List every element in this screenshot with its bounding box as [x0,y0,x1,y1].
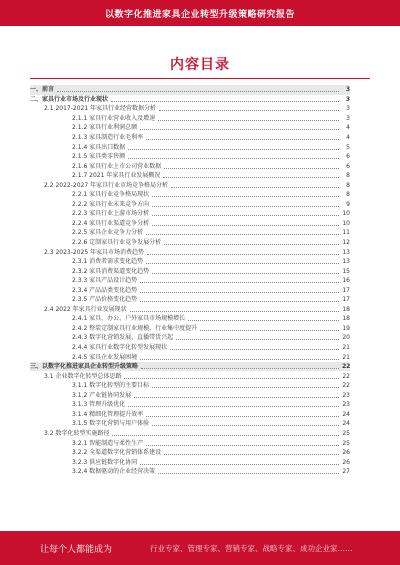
toc-entry-page: 21 [342,353,350,361]
toc-dot-leader [140,129,339,130]
toc-entry-page: 24 [342,410,350,418]
toc-entry-title: 3.2 数字化转型实施路径 [44,429,110,437]
toc-entry[interactable] [30,257,350,267]
toc-entry-title: 2.3.3 家具产品设计趋势 [72,277,138,285]
toc-dot-leader [158,120,339,121]
toc-entry-page: 27 [342,468,350,476]
toc-entry-page: 19 [342,324,350,332]
toc-dot-leader [147,254,339,255]
toc-entry-page: 18 [342,315,350,323]
toc-entry[interactable] [30,133,350,143]
toc-entry[interactable] [30,448,350,458]
toc-entry-page: 10 [342,210,350,218]
toc-entry-page: 3 [345,95,350,103]
toc-dot-leader [152,387,339,388]
toc-entry-page: 22 [342,372,350,380]
toc-dot-leader [171,187,339,188]
toc-entry-page: 10 [342,219,350,227]
toc-entry-page: 22 [342,382,350,390]
footer-slogan-left: 让每个人都能成为 [40,544,113,555]
toc-entry[interactable] [30,324,350,334]
report-header-bar [0,0,400,26]
toc-entry-title: 2.2 2022-2027 年家具行业市场竞争格局分析 [44,181,169,189]
toc-entry[interactable] [30,352,350,362]
toc-entry-title: 3.1.1 数字化转型的主要目标 [72,382,150,390]
toc-entry[interactable] [30,343,350,353]
toc-dot-leader [128,158,339,159]
toc-entry-title: 三、以数字化推进家具企业转型升级策略 [30,363,139,371]
toc-entry-page: 3 [345,86,350,94]
toc-dot-leader [152,225,339,226]
toc-dot-leader [134,397,339,398]
toc-entry-page: 4 [346,134,350,141]
toc-dot-leader [57,91,339,92]
toc-entry-page: 12 [342,239,350,247]
toc-entry-title: 2.2.6 定制家具行业竞争发展分析 [72,239,162,247]
toc-entry[interactable] [30,238,350,248]
toc-entry-page: 5 [346,143,350,151]
toc-entry-title: 2.4.3 数字化营销发展，直播带货兴起 [72,334,174,342]
toc-entry-page: 9 [346,200,350,208]
toc-entry-page: 11 [342,229,350,237]
toc-entry-title: 2.3 2023-2025 年家具市场消费趋势 [44,248,145,256]
toc-dot-leader [146,263,339,264]
toc-dot-leader [140,301,339,302]
toc-entry-page: 23 [342,391,350,399]
toc-dot-leader [146,445,339,446]
toc-dot-leader [146,139,339,140]
toc-entry-page: 21 [342,344,350,352]
toc-entry-title: 2.3.2 家具消费渠道变化趋势 [72,267,150,275]
toc-entry-page: 13 [342,248,350,256]
toc-title-divider [30,78,370,79]
toc-entry[interactable] [30,104,350,114]
toc-entry-page: 8 [346,181,350,189]
toc-entry-title: 3.1.4 精细化管理提升效率 [72,410,144,418]
toc-entry-page: 26 [342,449,350,457]
toc-entry[interactable] [30,219,350,229]
toc-dot-leader [164,168,339,169]
toc-entry-title: 2.2.1 家具行业竞争格局现状 [72,191,150,199]
footer-bar [0,531,400,565]
toc-entry[interactable] [30,305,350,315]
toc-dot-leader [146,416,339,417]
toc-entry[interactable] [30,200,350,210]
toc-entry-title: 2.1.1 家具行业营业收入及增速 [72,114,156,122]
toc-entry[interactable] [30,419,350,429]
toc-entry-title: 2.2.5 家具企业竞争力分析 [72,229,144,237]
toc-entry-title: 2.4.4 家具行业数字化转型发展现状 [72,344,168,352]
toc-entry-title: 2.3.5 产品价格变化趋势 [72,296,138,304]
toc-entry[interactable] [30,295,350,305]
toc-entry-title: 3.1.2 产业链协同发展 [72,391,132,399]
toc-entry[interactable] [30,371,350,381]
toc-entry-page: 18 [342,305,350,313]
toc-entry-page: 6 [346,162,350,170]
toc-entry-title: 3.2.3 供应链数字化协同 [72,458,138,466]
toc-entry-page: 22 [342,363,351,371]
toc-entry-title: 3.2.4 数据驱动的企业经营决策 [72,468,156,476]
toc-entry-title: 2.4.2 整装定制家具行业规模，行业集中度提升 [72,324,198,332]
toc-dot-leader [146,234,339,235]
toc-dot-leader [159,110,339,111]
toc-entry-title: 3.1 企业数字化转型总体思路 [44,372,122,380]
toc-dot-leader [128,149,339,150]
toc-entry-title: 2.1.5 家具类零售额 [72,153,126,161]
toc-entry-title: 2.1 2017-2021 年家具行业经营数据分析 [44,105,157,113]
toc-entry-page: 25 [342,429,350,437]
toc-entry[interactable] [30,123,350,133]
toc-dot-leader [140,359,339,360]
toc-entry[interactable] [30,190,350,200]
toc-entry[interactable] [30,314,350,324]
toc-entry-title: 2.1.7 2021 年家具行业发展概况 [72,172,161,180]
toc-dot-leader [124,378,339,379]
toc-dot-leader [163,177,339,178]
toc-entry-page: 20 [342,334,350,342]
toc-entry[interactable] [30,457,350,467]
toc-entry[interactable] [30,152,350,162]
toc-entry-title: 一、前言 [30,86,55,94]
toc-entry-page: 3 [346,114,350,122]
toc-entry[interactable] [30,285,350,295]
toc-dot-leader [176,339,339,340]
toc-entry[interactable] [30,429,350,439]
toc-entry[interactable] [30,266,350,276]
toc-entry-page: 8 [346,172,350,180]
toc-entry-page: 26 [342,458,350,466]
footer-slogan-right: 行业专家、管理专家、营销专家、战略专家、成功企业家…… [150,543,353,553]
toc-entry-title: 2.2.4 家具行业渠道竞争分析 [72,219,150,227]
toc-dot-leader [152,425,339,426]
toc-entry[interactable] [30,95,350,105]
toc-entry-title: 3.1.5 数字化营销与用户体验 [72,420,150,428]
toc-entry[interactable] [30,276,350,286]
toc-entry-title: 2.4.1 家具、办公、户外家具市场规模增长 [72,315,186,323]
toc-entry-title: 2.1.2 家具行业利润总额 [72,124,138,132]
toc-dot-leader [152,206,339,207]
toc-entry[interactable] [30,209,350,219]
toc-entry[interactable] [30,228,350,238]
toc-entry-title: 3.2.1 智能制造与柔性生产 [72,439,144,447]
toc-entry-page: 3 [346,105,350,113]
toc-entry-title: 2.1.4 家具出口数据 [72,143,126,151]
toc-entry[interactable] [30,180,350,190]
table-of-contents [30,85,350,476]
toc-dot-leader [128,406,339,407]
toc-dot-leader [158,473,339,474]
toc-entry[interactable] [30,391,350,401]
toc-dot-leader [164,244,339,245]
toc-dot-leader [140,292,339,293]
toc-dot-leader [140,282,339,283]
toc-dot-leader [152,273,339,274]
toc-entry[interactable] [30,438,350,448]
report-title: 以数字化推进家具企业转型升级策略研究报告 [104,9,295,20]
toc-entry[interactable] [30,114,350,124]
toc-dot-leader [164,454,339,455]
toc-entry[interactable] [30,142,350,152]
toc-dot-leader [140,464,339,465]
toc-dot-leader [152,196,339,197]
toc-entry-title: 3.2.2 全渠道数字化营销体系建设 [72,449,162,457]
toc-entry-page: 8 [346,191,350,199]
toc-dot-leader [130,311,339,312]
toc-entry-page: 23 [342,401,350,409]
toc-entry-page: 16 [342,277,350,285]
toc-dot-leader [170,349,339,350]
toc-entry-page: 24 [342,420,350,428]
toc-entry-title: 2.2.2 家具行业未来竞争方向 [72,200,150,208]
toc-entry[interactable] [30,381,350,391]
toc-entry-page: 15 [342,267,350,275]
toc-entry[interactable] [30,85,350,95]
toc-entry[interactable] [30,161,350,171]
toc-entry[interactable] [30,333,350,343]
toc-entry[interactable] [30,171,350,181]
toc-entry-title: 2.4 2022 年家具行业发展现状 [44,305,127,313]
toc-entry-title: 2.1.6 家具行业上市公司营业数据 [72,162,162,170]
toc-entry-page: 25 [342,439,350,447]
toc-entry-title: 3.1.3 管理升级优化 [72,401,126,409]
toc-entry[interactable] [30,362,350,372]
toc-entry-title: 2.2.3 家具行业上游市场分析 [72,210,150,218]
toc-dot-leader [111,101,339,102]
toc-entry-page: 13 [342,258,350,266]
toc-entry-page: 6 [346,153,350,161]
toc-entry-page: 4 [346,124,350,132]
toc-dot-leader [152,215,339,216]
toc-dot-leader [200,330,339,331]
toc-entry-title: 2.4.5 家具企业发展困境 [72,353,138,361]
toc-entry[interactable] [30,400,350,410]
toc-entry-title: 二、家具行业市场及行业现状 [30,95,109,103]
toc-entry-page: 17 [342,286,350,294]
toc-title: 内容目录 [170,57,230,73]
toc-entry[interactable] [30,410,350,420]
toc-dot-leader [112,435,339,436]
toc-entry[interactable] [30,247,350,257]
toc-entry-title: 2.3.4 产品品类变化趋势 [72,286,138,294]
toc-entry-title: 2.1.3 家具制造行业毛利率 [72,134,144,141]
toc-entry-title: 2.3.1 消费者需求变化趋势 [72,258,144,266]
toc-entry-page: 17 [342,296,350,304]
toc-dot-leader [188,320,339,321]
toc-entry[interactable] [30,467,350,477]
toc-dot-leader [141,368,339,369]
